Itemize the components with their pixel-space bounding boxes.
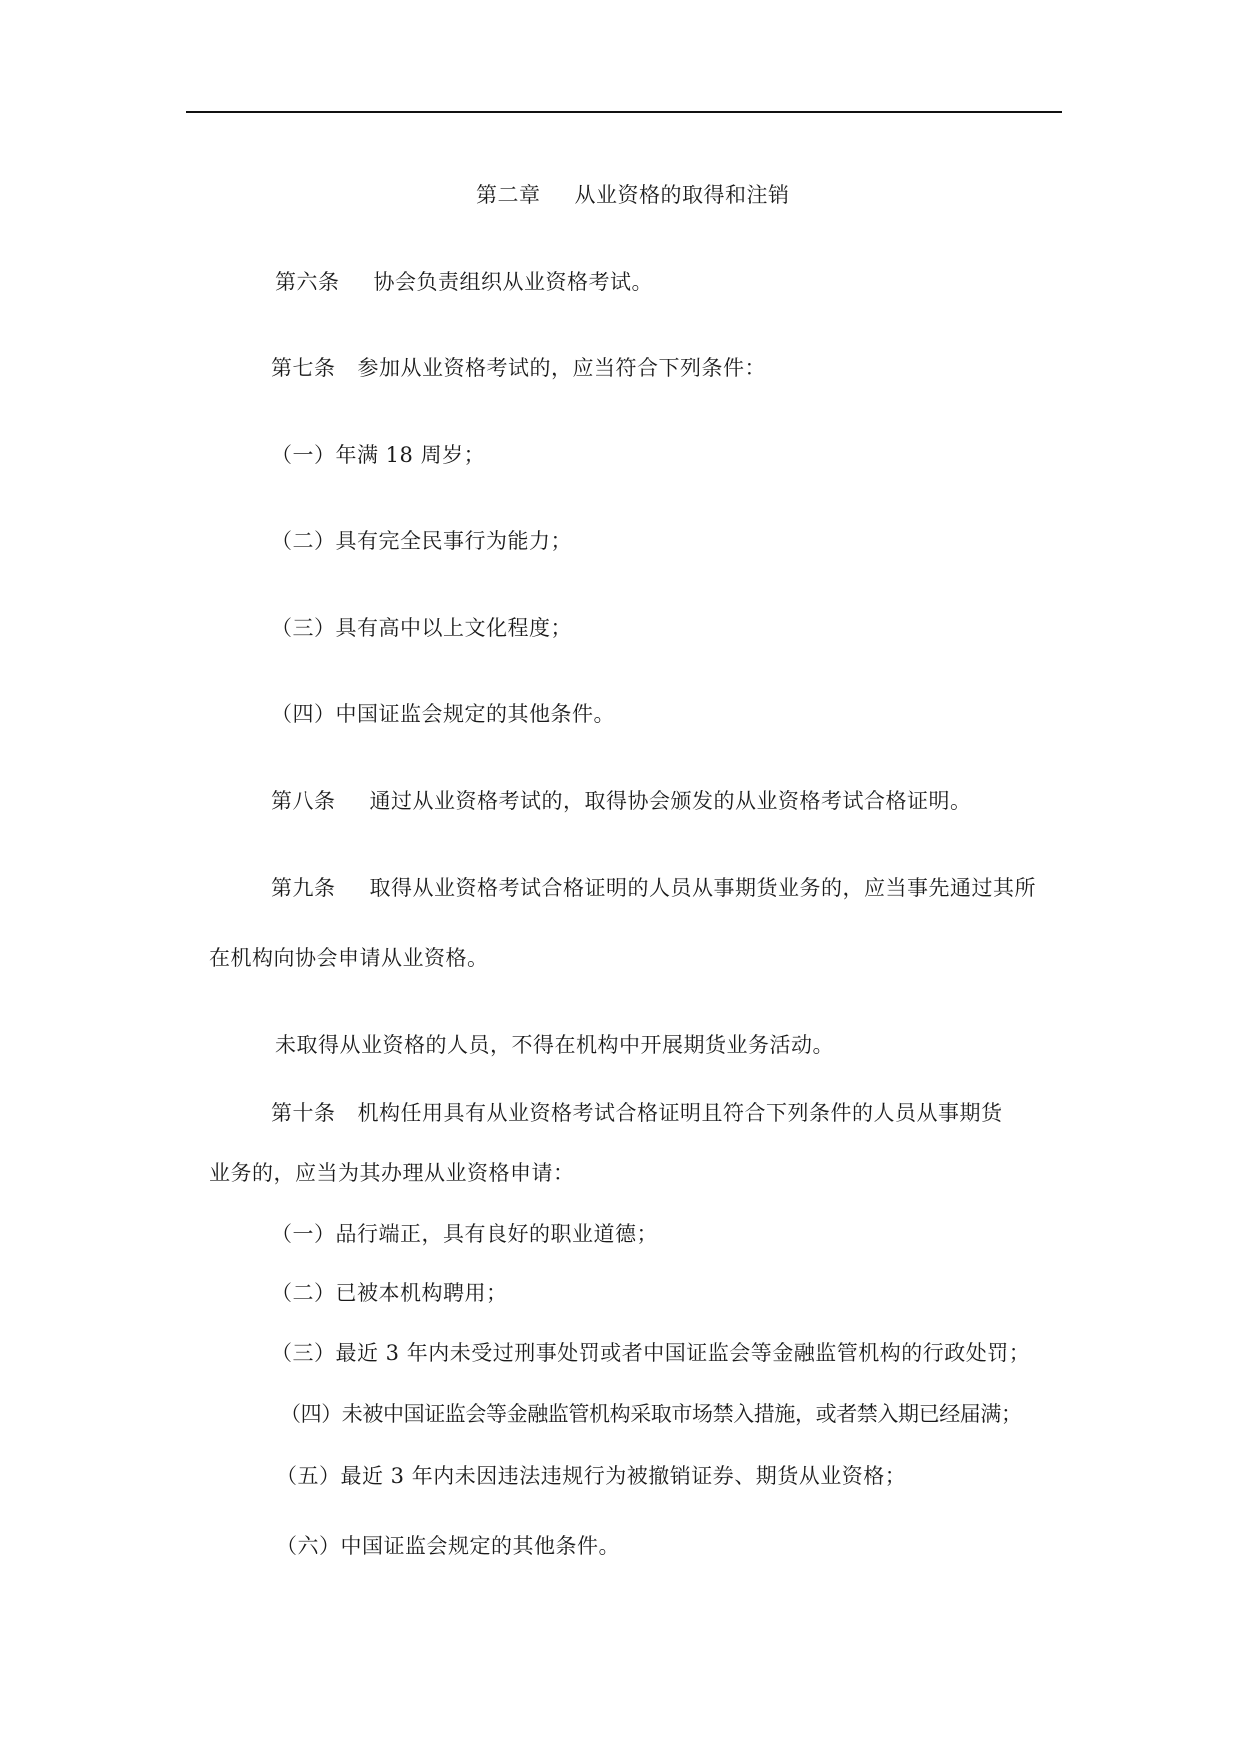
article-label: 第九条 bbox=[271, 876, 336, 900]
article-9-line-2: 在机构向协会申请从业资格。 bbox=[209, 946, 489, 970]
list-item: （五）最近 3 年内未因违法违规行为被撤销证券、期货从业资格； bbox=[276, 1464, 907, 1488]
article-10-line-2: 业务的，应当为其办理从业资格申请： bbox=[209, 1161, 575, 1185]
chapter-heading bbox=[476, 181, 790, 209]
article-text: 协会负责组织从业资格考试。 bbox=[373, 270, 653, 294]
article-text: 参加从业资格考试的，应当符合下列条件： bbox=[357, 356, 766, 380]
article-9-line-1 bbox=[271, 874, 1036, 902]
list-item: （一）品行端正，具有良好的职业道德； bbox=[271, 1222, 658, 1246]
list-item: （四）未被中国证监会等金融监管机构采取市场禁入措施，或者禁入期已经届满； bbox=[280, 1402, 1022, 1426]
article-text: 机构任用具有从业资格考试合格证明且符合下列条件的人员从事期货 bbox=[357, 1101, 1003, 1125]
chapter-title: 从业资格的取得和注销 bbox=[574, 183, 790, 207]
article-label: 第八条 bbox=[271, 789, 336, 813]
list-item: （三）具有高中以上文化程度； bbox=[271, 616, 572, 640]
article-9-note: 未取得从业资格的人员，不得在机构中开展期货业务活动。 bbox=[275, 1033, 834, 1057]
list-item: （六）中国证监会规定的其他条件。 bbox=[276, 1534, 620, 1558]
article-7 bbox=[271, 354, 766, 382]
article-text: 通过从业资格考试的，取得协会颁发的从业资格考试合格证明。 bbox=[369, 789, 972, 813]
list-item: （二）具有完全民事行为能力； bbox=[271, 529, 572, 553]
article-label: 第七条 bbox=[271, 356, 336, 380]
list-item: （一）年满 18 周岁； bbox=[271, 443, 486, 467]
list-item: （二）已被本机构聘用； bbox=[271, 1281, 508, 1305]
list-item: （三）最近 3 年内未受过刑事处罚或者中国证监会等金融监管机构的行政处罚； bbox=[271, 1341, 1031, 1365]
article-text: 取得从业资格考试合格证明的人员从事期货业务的，应当事先通过其所 bbox=[369, 876, 1036, 900]
article-label: 第六条 bbox=[275, 270, 340, 294]
article-label: 第十条 bbox=[271, 1101, 336, 1125]
list-item: （四）中国证监会规定的其他条件。 bbox=[271, 702, 615, 726]
chapter-number: 第二章 bbox=[476, 183, 541, 207]
article-6 bbox=[275, 268, 653, 296]
header-rule bbox=[186, 111, 1062, 113]
article-10-line-1 bbox=[271, 1099, 1003, 1127]
article-8 bbox=[271, 787, 972, 815]
